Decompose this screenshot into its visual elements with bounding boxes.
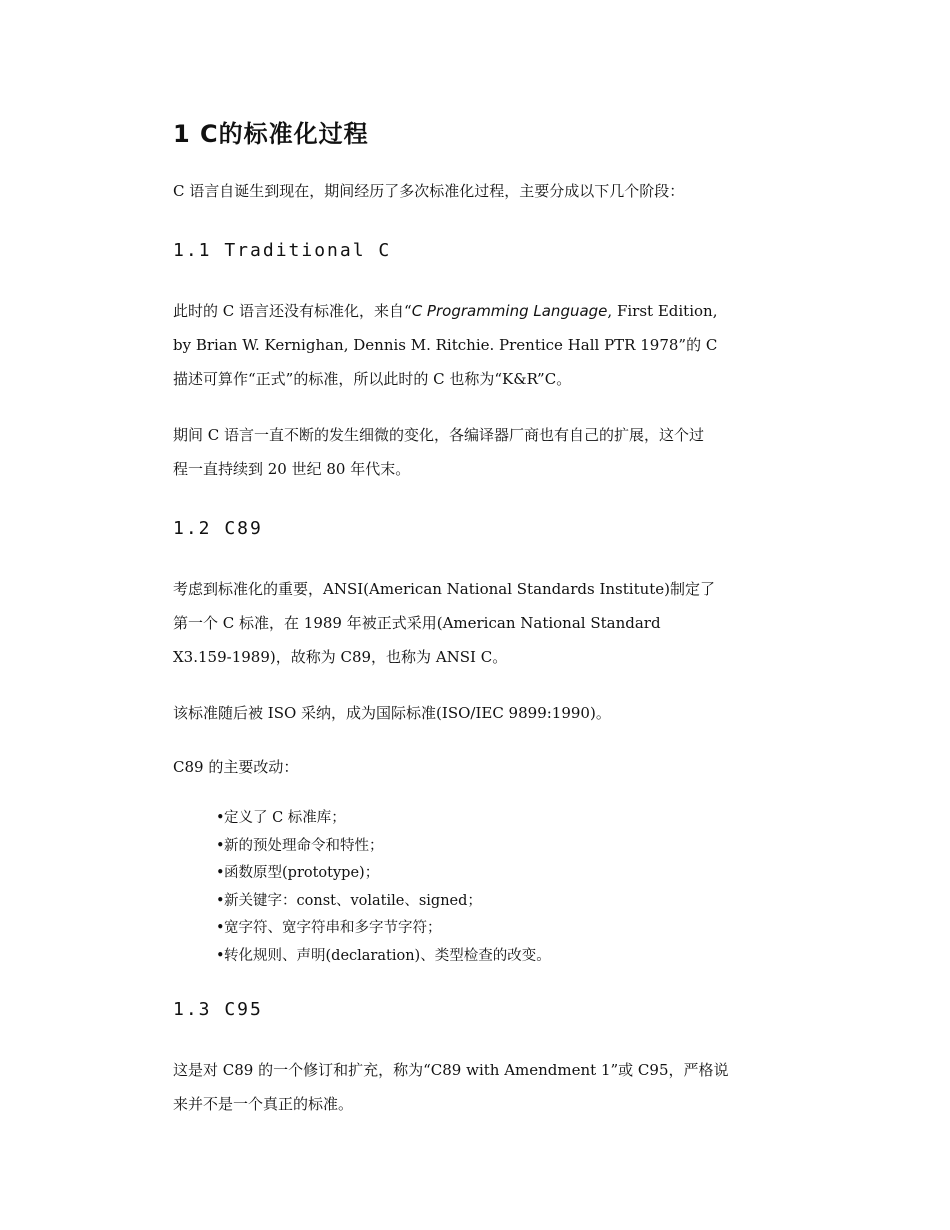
intro-line: C 语言自诞生到现在，期间经历了多次标准化过程，主要分成以下几个阶段：	[173, 182, 685, 200]
list-item-text: 新的预处理命令和特性；	[224, 837, 384, 854]
c89-paragraph-3	[173, 750, 793, 784]
list-item	[216, 805, 551, 833]
paragraph-line: 描述可算作“正式”的标准，所以此时的 C 也称为“K&R”C。	[173, 370, 572, 388]
text-run: 此时的 C 语言还没有标准化，来自“	[173, 302, 412, 320]
bullet-icon: •	[216, 865, 225, 881]
section-heading-traditional-c: 1.1 Traditional C	[173, 240, 392, 261]
bullet-icon: •	[216, 920, 225, 936]
bullet-icon: •	[216, 810, 225, 826]
traditional-c-paragraph-2	[173, 418, 793, 486]
c89-paragraph-2	[173, 696, 793, 730]
list-item-text: 定义了 C 标准库；	[224, 810, 346, 826]
list-item-text: 宽字符、宽字符串和多字节字符；	[224, 920, 442, 936]
page-title: 1 C的标准化过程	[173, 120, 369, 148]
bullet-icon: •	[216, 892, 225, 909]
list-item	[216, 833, 551, 861]
bullet-icon: •	[216, 837, 225, 854]
text-run: , First Edition,	[607, 302, 718, 320]
c89-paragraph-1	[173, 572, 793, 674]
paragraph-line	[173, 294, 793, 328]
paragraph-line: by Brian W. Kernighan, Dennis M. Ritchie. Prentice Hall PTR 1978”的 C	[173, 336, 718, 354]
paragraph-line: C89 的主要改动：	[173, 758, 299, 776]
intro-paragraph	[173, 174, 793, 208]
paragraph-line: 期间 C 语言一直不断的发生细微的变化，各编译器厂商也有自己的扩展，这个过	[173, 426, 705, 444]
list-item-text: 函数原型(prototype)；	[224, 865, 380, 881]
paragraph-line: 这是对 C89 的一个修订和扩充，称为“C89 with Amendment 1”或 C95，严格说	[173, 1061, 729, 1079]
paragraph-line: 来并不是一个真正的标准。	[173, 1095, 354, 1113]
list-item	[216, 860, 551, 888]
c95-paragraph-1	[173, 1053, 793, 1121]
list-item	[216, 888, 551, 916]
list-item	[216, 943, 551, 971]
section-heading-c89: 1.2 C89	[173, 518, 263, 539]
paragraph-line: 考虑到标准化的重要，ANSI(American National Standards Institute)制定了	[173, 580, 716, 598]
paragraph-line: 该标准随后被 ISO 采纳，成为国际标准(ISO/IEC 9899:1990)。	[173, 704, 611, 722]
paragraph-line: 程一直持续到 20 世纪 80 年代末。	[173, 460, 411, 478]
list-item-text: 新关键字：const、volatile、signed；	[224, 892, 482, 909]
paragraph-line: X3.159-1989)，故称为 C89，也称为 ANSI C。	[173, 648, 508, 666]
bullet-icon: •	[216, 947, 225, 964]
list-item	[216, 915, 551, 943]
book-title-italic: C Programming Language	[411, 302, 608, 320]
list-item-text: 转化规则、声明(declaration)、类型检查的改变。	[224, 947, 551, 964]
paragraph-line: 第一个 C 标准，在 1989 年被正式采用(American National Standard	[173, 614, 661, 632]
section-heading-c95: 1.3 C95	[173, 999, 263, 1020]
c89-changes-list	[216, 805, 551, 970]
traditional-c-paragraph-1	[173, 294, 793, 396]
